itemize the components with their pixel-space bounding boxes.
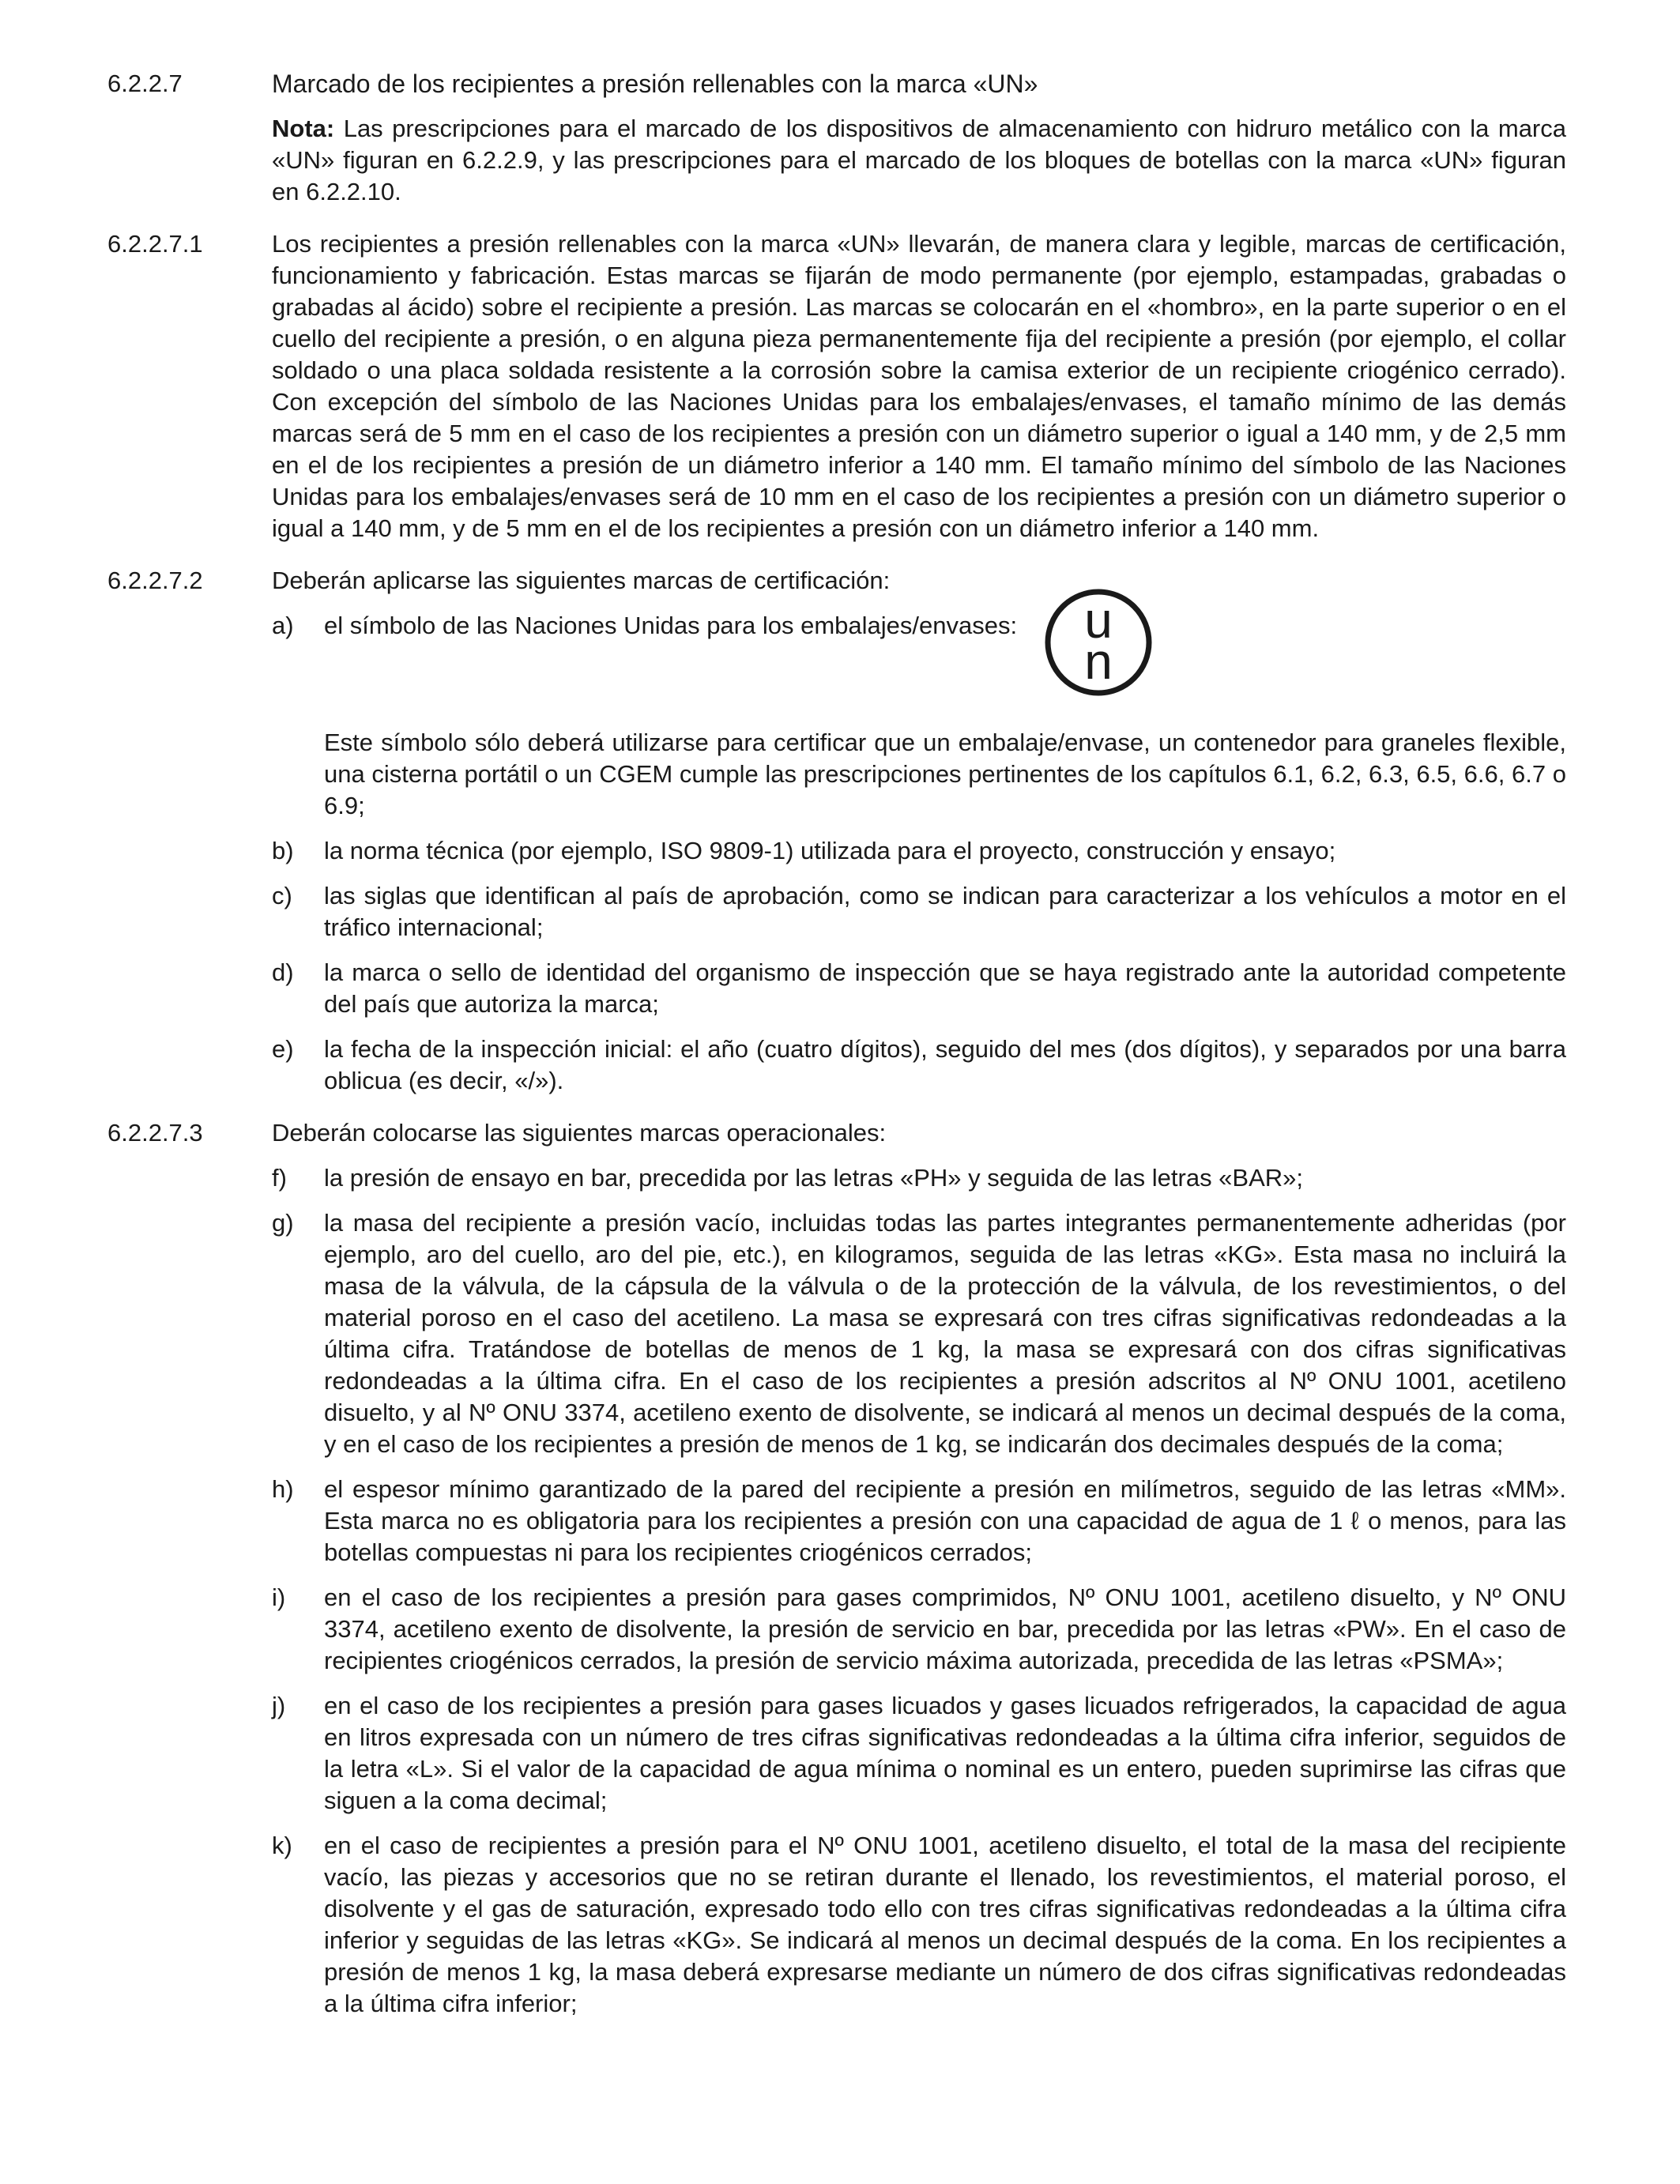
section-title: Marcado de los recipientes a presión rellenables con la marca «UN»	[272, 70, 1038, 98]
item-text: las siglas que identifican al país de aprobación, como se indican para caracterizar a los vehículos a motor en el tráfico internacional;	[324, 882, 1566, 941]
list-item	[272, 1474, 1566, 1568]
item-letter: k)	[272, 1832, 292, 1859]
un-symbol-n: n	[1084, 633, 1113, 690]
note-text: Las prescripciones para el marcado de los dispositivos de almacenamiento con hidruro metálico con la marca «UN» figuran en 6.2.2.9, y las prescripciones para el marcado de los bloques de botellas con la marca «UN» figuran en 6.2.2.10.	[272, 115, 1566, 205]
list-item	[272, 1034, 1566, 1097]
list-item	[272, 1162, 1566, 1194]
list-item	[272, 1207, 1566, 1460]
un-symbol-icon	[1042, 586, 1155, 699]
item-text: la norma técnica (por ejemplo, ISO 9809-1) utilizada para el proyecto, construcción y ensayo;	[324, 837, 1336, 864]
paragraph: Los recipientes a presión rellenables con la marca «UN» llevarán, de manera clara y legible, marcas de certificación, funcionamiento y fabricación. Estas marcas se fijarán de modo permanente (por ejemplo, estampadas, grabadas o grabadas al ácido) sobre el recipiente a presión. Las marcas se colocarán en el «hombro», en la parte superior o en el cuello del recipiente a presión, o en alguna pieza permanentemente fija del recipiente a presión (por ejemplo, el collar soldado o una placa soldada resistente a la corrosión sobre la camisa exterior de un recipiente criogénico cerrado). Con excepción del símbolo de las Naciones Unidas para los embalajes/envases, el tamaño mínimo de las demás marcas será de 5 mm en el caso de los recipientes a presión con un diámetro superior o igual a 140 mm, y de 2,5 mm en el de los recipientes a presión de un diámetro inferior a 140 mm. El tamaño mínimo del símbolo de las Naciones Unidas para los embalajes/envases será de 10 mm en el caso de los recipientes a presión con un diámetro superior o igual a 140 mm, y de 5 mm en el de los recipientes a presión con un diámetro inferior a 140 mm.	[272, 230, 1566, 542]
item-text: en el caso de recipientes a presión para el Nº ONU 1001, acetileno disuelto, el total de la masa del recipiente vacío, las piezas y accesorios que no se retiran durante el llenado, los revestimientos, el material poroso, el disolvente y el gas de saturación, expresado todo ello con tres cifras significativas redondeadas a la última cifra inferior y seguidas de las letras «KG». Se indicará al menos un decimal después de la coma. En los recipientes a presión de menos 1 kg, la masa deberá expresarse mediante un número de dos cifras significativas redondeadas a la última cifra inferior;	[324, 1832, 1566, 2017]
section-6-2-2-7-3	[107, 1117, 1566, 2020]
section-intro: Deberán colocarse las siguientes marcas operacionales:	[272, 1119, 887, 1147]
un-symbol-u: u	[1084, 592, 1113, 649]
item-letter: i)	[272, 1583, 286, 1611]
list-item	[272, 592, 1566, 699]
item-text: el espesor mínimo garantizado de la pared del recipiente a presión en milímetros, seguido de las letras «MM». Esta marca no es obligatoria para los recipientes a presión con una capacidad de agua de 1 ℓ o menos, para las botellas compuestas ni para los recipientes criogénicos cerrados;	[324, 1475, 1566, 1566]
item-text: la fecha de la inspección inicial: el año (cuatro dígitos), seguido del mes (dos dígitos), y separados por una barra oblicua (es decir, «/»).	[324, 1035, 1566, 1094]
section-6-2-2-7-1	[107, 228, 1566, 544]
item-letter: h)	[272, 1475, 294, 1503]
item-letter: b)	[272, 837, 294, 864]
item-letter: e)	[272, 1035, 294, 1063]
section-6-2-2-7	[107, 68, 1566, 208]
list-item	[272, 880, 1566, 943]
list-item	[272, 1690, 1566, 1817]
section-intro: Deberán aplicarse las siguientes marcas de certificación:	[272, 567, 891, 594]
section-number: 6.2.2.7.1	[107, 230, 203, 258]
item-letter: d)	[272, 958, 294, 986]
list-item	[272, 1830, 1566, 2020]
item-text: la presión de ensayo en bar, precedida por las letras «PH» y seguida de las letras «BAR»;	[324, 1164, 1304, 1192]
item-letter: g)	[272, 1209, 294, 1237]
item-letter: f)	[272, 1164, 287, 1192]
list-item	[272, 727, 1566, 822]
list-item	[272, 957, 1566, 1020]
item-letter: c)	[272, 882, 292, 909]
list-item	[272, 1582, 1566, 1677]
note	[272, 113, 1566, 208]
item-text: el símbolo de las Naciones Unidas para los embalajes/envases:	[324, 612, 1018, 639]
item-text: la marca o sello de identidad del organismo de inspección que se haya registrado ante la autoridad competente del país que autoriza la marca;	[324, 958, 1566, 1018]
item-text: la masa del recipiente a presión vacío, incluidas todas las partes integrantes permanentemente adheridas (por ejemplo, aro del cuello, aro del pie, etc.), en kilogramos, seguida de las letras «KG». Esta masa no incluirá la masa de la válvula, de la cápsula de la válvula o de la protección de la válvula, de los revestimientos, o del material poroso en el caso del acetileno. La masa se expresará con tres cifras significativas redondeadas a la última cifra. Tratándose de botellas de menos de 1 kg, la masa se expresará con dos cifras significativas redondeadas a la última cifra. En el caso de los recipientes a presión adscritos al Nº ONU 1001, acetileno disuelto, y al Nº ONU 3374, acetileno exento de disolvente, se indicará al menos un decimal después de la coma, y en el caso de los recipientes a presión de menos de 1 kg, se indicarán dos decimales después de la coma;	[324, 1209, 1566, 1458]
section-6-2-2-7-2	[107, 565, 1566, 1097]
list-item	[272, 835, 1566, 867]
section-number: 6.2.2.7.3	[107, 1119, 203, 1147]
section-number: 6.2.2.7	[107, 70, 183, 97]
section-number: 6.2.2.7.2	[107, 567, 203, 594]
item-letter	[272, 727, 324, 822]
note-label: Nota:	[272, 115, 335, 142]
item-text: en el caso de los recipientes a presión para gases licuados y gases licuados refrigerados, la capacidad de agua en litros expresada con un número de tres cifras significativas redondeadas a la última cifra inferior, seguidos de la letra «L». Si el valor de la capacidad de agua mínima o nominal es un entero, pueden suprimirse las cifras que siguen a la coma decimal;	[324, 1692, 1566, 1814]
document-page	[107, 68, 1566, 2020]
item-letter: a)	[272, 612, 294, 639]
item-text: Este símbolo sólo deberá utilizarse para certificar que un embalaje/envase, un contenedor para graneles flexible, una cisterna portátil o un CGEM cumple las prescripciones pertinentes de los capítulos 6.1, 6.2, 6.3, 6.5, 6.6, 6.7 o 6.9;	[324, 729, 1566, 819]
item-letter: j)	[272, 1692, 286, 1719]
item-text: en el caso de los recipientes a presión para gases comprimidos, Nº ONU 1001, acetileno disuelto, y Nº ONU 3374, acetileno exento de disolvente, la presión de servicio en bar, precedida por las letras «PW». En el caso de recipientes criogénicos cerrados, la presión de servicio máxima autorizada, precedida de las letras «PSMA»;	[324, 1583, 1566, 1674]
